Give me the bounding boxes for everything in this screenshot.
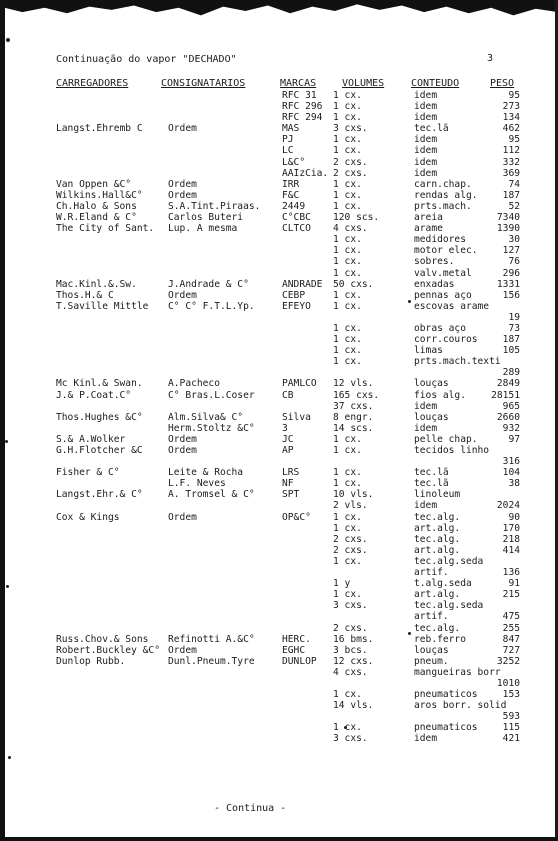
volume-cell: 3 cxs. xyxy=(333,123,368,135)
marca-cell: JC xyxy=(282,433,294,445)
peso-cell: 215 xyxy=(502,589,520,601)
table-row xyxy=(0,523,558,534)
volume-cell: 37 cxs. xyxy=(333,400,374,412)
carregador-cell: Mc Kinl.& Swan. xyxy=(56,378,143,390)
volume-cell: 1 cx. xyxy=(333,267,362,279)
table-row xyxy=(0,512,558,523)
carregador-cell: T.Saville Mittle xyxy=(56,300,149,312)
consignatario-cell: Alm.Silva& C° xyxy=(168,411,244,423)
consignatario-cell: S.A.Tint.Piraas. xyxy=(168,200,261,212)
table-row xyxy=(0,556,558,567)
consignatario-cell: Ordem xyxy=(168,445,197,456)
table-row xyxy=(0,401,558,412)
volume-cell: 2 cxs. xyxy=(333,156,368,168)
peso-cell: 421 xyxy=(502,733,520,745)
manifest-table xyxy=(0,90,558,745)
peso-cell: 414 xyxy=(502,544,520,556)
carregador-cell: Cox & Kings xyxy=(56,511,120,523)
peso-cell: 187 xyxy=(502,189,520,201)
peso-cell: 475 xyxy=(502,611,520,623)
consignatario-cell: Dunl.Pneum.Tyre xyxy=(168,655,255,667)
peso-cell: 847 xyxy=(502,633,520,645)
volume-cell: 8 engr. xyxy=(333,411,374,423)
peso-cell: 95 xyxy=(508,134,520,146)
conteudo-cell: idem xyxy=(414,145,438,157)
peso-cell: 218 xyxy=(502,533,520,545)
table-row xyxy=(0,645,558,656)
marca-cell: MAS xyxy=(282,123,300,135)
volume-cell: 1 cx. xyxy=(333,478,362,490)
conteudo-cell: art.alg. xyxy=(414,522,461,534)
marca-cell: IRR xyxy=(282,178,300,190)
conteudo-cell: tec.alg. xyxy=(414,533,461,545)
table-row xyxy=(0,367,558,378)
volume-cell: 1 cx. xyxy=(333,322,362,334)
table-row xyxy=(0,123,558,134)
table-row xyxy=(0,434,558,445)
torn-paper-edge xyxy=(0,0,558,22)
table-row xyxy=(0,656,558,667)
marca-cell: L&C° xyxy=(282,156,306,168)
conteudo-cell: pennas aço xyxy=(414,289,472,301)
peso-cell: 2849 xyxy=(496,378,520,390)
conteudo-cell: idem xyxy=(414,90,438,101)
marca-cell: PAMLCO xyxy=(282,378,317,390)
peso-cell: 95 xyxy=(508,90,520,101)
table-row xyxy=(0,323,558,334)
table-row xyxy=(0,700,558,711)
volume-cell: 1 cx. xyxy=(333,134,362,146)
conteudo-cell: idem xyxy=(414,733,438,745)
volume-cell: 1 cx. xyxy=(333,178,362,190)
table-row xyxy=(0,101,558,112)
carregador-cell: Dunlop Rubb. xyxy=(56,655,126,667)
volume-cell: 1 y xyxy=(333,578,351,590)
marca-cell: F&C xyxy=(282,189,300,201)
carregador-cell: S.& A.Wolker xyxy=(56,433,126,445)
carregador-cell: Fisher & C° xyxy=(56,467,120,479)
marca-cell: LRS xyxy=(282,467,300,479)
volume-cell: 14 scs. xyxy=(333,422,374,434)
marca-cell: EGHC xyxy=(282,644,306,656)
peso-cell: 134 xyxy=(502,112,520,124)
volume-cell: 3 cxs. xyxy=(333,600,368,612)
conteudo-cell: idem xyxy=(414,400,438,412)
consignatario-cell: Ordem xyxy=(168,644,197,656)
volume-cell: 1 cx. xyxy=(333,722,362,734)
table-row xyxy=(0,478,558,489)
conteudo-cell: mangueiras borr xyxy=(414,666,501,678)
table-row xyxy=(0,689,558,700)
volume-cell: 3 bcs. xyxy=(333,644,368,656)
peso-cell: 932 xyxy=(502,422,520,434)
peso-cell: 104 xyxy=(502,467,520,479)
volume-cell: 4 cxs. xyxy=(333,223,368,235)
volume-cell: 1 cx. xyxy=(333,467,362,479)
carregador-cell: Van Oppen &C° xyxy=(56,178,132,190)
volume-cell: 1 cx. xyxy=(333,589,362,601)
table-row xyxy=(0,245,558,256)
volume-cell: 2 vls. xyxy=(333,500,368,512)
volume-cell: 3 cxs. xyxy=(333,733,368,745)
table-row xyxy=(0,190,558,201)
peso-cell: 289 xyxy=(502,367,520,379)
marca-cell: EFEYO xyxy=(282,300,311,312)
volume-cell: 1 cx. xyxy=(333,289,362,301)
marca-cell: CLTCO xyxy=(282,223,311,235)
table-row xyxy=(0,390,558,401)
table-row xyxy=(0,345,558,356)
table-row xyxy=(0,489,558,500)
table-row xyxy=(0,290,558,301)
consignatario-cell: A. Tromsel & C° xyxy=(168,489,255,501)
table-row xyxy=(0,711,558,722)
conteudo-cell: tec.alg.seda xyxy=(414,600,484,612)
marca-cell: OP&C° xyxy=(282,511,311,523)
consignatario-cell: Carlos Buteri xyxy=(168,212,244,224)
column-header-consignatarios: CONSIGNATARIOS xyxy=(161,78,246,89)
carregador-cell: Mac.Kinl.&.Sw. xyxy=(56,278,137,290)
conteudo-cell: tec.alg. xyxy=(414,511,461,523)
peso-cell: 127 xyxy=(502,245,520,257)
page-number: 3 xyxy=(487,53,494,64)
peso-cell: 255 xyxy=(502,622,520,634)
volume-cell: 1 cx. xyxy=(333,433,362,445)
conteudo-cell: pneumaticos xyxy=(414,689,478,701)
marca-cell: SPT xyxy=(282,489,300,501)
peso-cell: 2024 xyxy=(496,500,520,512)
peso-cell: 296 xyxy=(502,267,520,279)
peso-cell: 369 xyxy=(502,167,520,179)
table-row xyxy=(0,611,558,622)
conteudo-cell: obras aço xyxy=(414,322,466,334)
marca-cell: Silva xyxy=(282,411,311,423)
conteudo-cell: idem xyxy=(414,112,438,124)
conteudo-cell: carn.chap. xyxy=(414,178,472,190)
consignatario-cell: L.F. Neves xyxy=(168,478,226,490)
marca-cell: AAIzCia. xyxy=(282,167,329,179)
marca-cell: ANDRADE xyxy=(282,278,323,290)
peso-cell: 187 xyxy=(502,334,520,346)
volume-cell: 16 bms. xyxy=(333,633,374,645)
peso-cell: 112 xyxy=(502,145,520,157)
table-row xyxy=(0,356,558,367)
table-row xyxy=(0,412,558,423)
conteudo-cell: rendas alg. xyxy=(414,189,478,201)
volume-cell: 1 cx. xyxy=(333,445,362,456)
peso-cell: 462 xyxy=(502,123,520,135)
peso-cell: 1331 xyxy=(496,278,520,290)
consignatario-cell: Lup. A mesma xyxy=(168,223,238,235)
volume-cell: 2 cxs. xyxy=(333,544,368,556)
page-heading: Continuação do vapor "DECHADO" xyxy=(56,54,237,65)
conteudo-cell: arame xyxy=(414,223,443,235)
table-row xyxy=(0,90,558,101)
volume-cell: 1 cx. xyxy=(333,234,362,246)
volume-cell: 1 cx. xyxy=(333,555,362,567)
table-row xyxy=(0,212,558,223)
volume-cell: 1 cx. xyxy=(333,522,362,534)
peso-cell: 3252 xyxy=(496,655,520,667)
volume-cell: 4 cxs. xyxy=(333,666,368,678)
conteudo-cell: aros borr. solid xyxy=(414,700,507,712)
peso-cell: 7340 xyxy=(496,212,520,224)
table-row xyxy=(0,334,558,345)
peso-cell: 76 xyxy=(508,256,520,268)
consignatario-cell: Ordem xyxy=(168,511,197,523)
conteudo-cell: medidores xyxy=(414,234,466,246)
marca-cell: PJ xyxy=(282,134,294,146)
table-row xyxy=(0,279,558,290)
table-row xyxy=(0,500,558,511)
consignatario-cell: Ordem xyxy=(168,178,197,190)
conteudo-cell: escovas arame xyxy=(414,300,490,312)
carregador-cell: G.H.Flotcher &C xyxy=(56,445,143,456)
peso-cell: 90 xyxy=(508,511,520,523)
marca-cell: LC xyxy=(282,145,294,157)
marca-cell: AP xyxy=(282,445,294,456)
consignatario-cell: C° C° F.T.L.Yp. xyxy=(168,300,255,312)
table-row xyxy=(0,589,558,600)
peso-cell: 19 xyxy=(508,311,520,323)
conteudo-cell: idem xyxy=(414,134,438,146)
carregador-cell: Thos.H.& C xyxy=(56,289,114,301)
carregador-cell: The City of Sant. xyxy=(56,223,155,235)
conteudo-cell: prts.mach.texti xyxy=(414,356,501,368)
marca-cell: C°CBC xyxy=(282,212,311,224)
consignatario-cell: Ordem xyxy=(168,123,197,135)
column-header-conteudo: CONTEUDO xyxy=(411,78,460,89)
table-row xyxy=(0,634,558,645)
consignatario-cell: Ordem xyxy=(168,189,197,201)
table-row xyxy=(0,378,558,389)
table-row xyxy=(0,145,558,156)
consignatario-cell: A.Pacheco xyxy=(168,378,220,390)
conteudo-cell: louças xyxy=(414,378,449,390)
peso-cell: 273 xyxy=(502,101,520,113)
volume-cell: 1 cx. xyxy=(333,189,362,201)
volume-cell: 1 cx. xyxy=(333,101,362,113)
carregador-cell: Russ.Chov.& Sons xyxy=(56,633,149,645)
marca-cell: HERC. xyxy=(282,633,311,645)
table-row xyxy=(0,678,558,689)
volume-cell: 1 cx. xyxy=(333,689,362,701)
conteudo-cell: motor elec. xyxy=(414,245,478,257)
peso-cell: 1390 xyxy=(496,223,520,235)
peso-cell: 153 xyxy=(502,689,520,701)
conteudo-cell: idem xyxy=(414,500,438,512)
table-row xyxy=(0,623,558,634)
conteudo-cell: pelle chap. xyxy=(414,433,478,445)
volume-cell: 1 cx. xyxy=(333,145,362,157)
conteudo-cell: louças xyxy=(414,644,449,656)
conteudo-cell: tec.lã xyxy=(414,123,449,135)
conteudo-cell: artif. xyxy=(414,567,449,579)
conteudo-cell: tec.alg.seda xyxy=(414,555,484,567)
marca-cell: DUNLOP xyxy=(282,655,317,667)
volume-cell: 50 cxs. xyxy=(333,278,374,290)
table-row xyxy=(0,268,558,279)
conteudo-cell: tec.alg. xyxy=(414,622,461,634)
table-row xyxy=(0,168,558,179)
peso-cell: 156 xyxy=(502,289,520,301)
volume-cell: 10 vls. xyxy=(333,489,374,501)
table-row xyxy=(0,578,558,589)
peso-cell: 965 xyxy=(502,400,520,412)
volume-cell: 14 vls. xyxy=(333,700,374,712)
consignatario-cell: Ordem xyxy=(168,289,197,301)
peso-cell: 74 xyxy=(508,178,520,190)
volume-cell: 1 cx. xyxy=(333,334,362,346)
peso-cell: 30 xyxy=(508,234,520,246)
conteudo-cell: idem xyxy=(414,167,438,179)
carregador-cell: Robert.Buckley &C° xyxy=(56,644,160,656)
table-row xyxy=(0,456,558,467)
peso-cell: 170 xyxy=(502,522,520,534)
conteudo-cell: tec.lã xyxy=(414,478,449,490)
carregador-cell: W.R.Eland & C° xyxy=(56,212,137,224)
table-row xyxy=(0,134,558,145)
volume-cell: 1 cx. xyxy=(333,245,362,257)
marca-cell: RFC 294 xyxy=(282,112,323,124)
consignatario-cell: Herm.Stoltz &C° xyxy=(168,422,255,434)
volume-cell: 1 cx. xyxy=(333,345,362,357)
column-header-marcas: MARCAS xyxy=(280,78,317,89)
table-row xyxy=(0,234,558,245)
conteudo-cell: prts.mach. xyxy=(414,200,472,212)
peso-cell: 727 xyxy=(502,644,520,656)
carregador-cell: J.& P.Coat.C° xyxy=(56,389,132,401)
volume-cell: 1 cx. xyxy=(333,356,362,368)
conteudo-cell: louças xyxy=(414,411,449,423)
peso-cell: 28151 xyxy=(491,389,520,401)
conteudo-cell: idem xyxy=(414,422,438,434)
conteudo-cell: artif. xyxy=(414,611,449,623)
conteudo-cell: t.alg.seda xyxy=(414,578,472,590)
peso-cell: 97 xyxy=(508,433,520,445)
volume-cell: 1 cx. xyxy=(333,300,362,312)
carregador-cell: Langst.Ehremb C xyxy=(56,123,143,135)
table-row xyxy=(0,256,558,267)
marca-cell: NF xyxy=(282,478,294,490)
column-header-carregadores: CARREGADORES xyxy=(56,78,129,89)
volume-cell: 2 cxs. xyxy=(333,533,368,545)
table-row xyxy=(0,423,558,434)
consignatario-cell: Ordem xyxy=(168,433,197,445)
peso-cell: 115 xyxy=(502,722,520,734)
peso-cell: 38 xyxy=(508,478,520,490)
conteudo-cell: pneum. xyxy=(414,655,449,667)
marca-cell: RFC 31 xyxy=(282,90,317,101)
carregador-cell: Langst.Ehr.& C° xyxy=(56,489,143,501)
table-row xyxy=(0,600,558,611)
peso-cell: 136 xyxy=(502,567,520,579)
footer-continua: - Continua - xyxy=(214,803,287,814)
marca-cell: RFC 296 xyxy=(282,101,323,113)
carregador-cell: Thos.Hughes &C° xyxy=(56,411,143,423)
volume-cell: 120 scs. xyxy=(333,212,380,224)
table-row xyxy=(0,157,558,168)
conteudo-cell: idem xyxy=(414,101,438,113)
marca-cell: 2449 xyxy=(282,200,306,212)
conteudo-cell: fios alg. xyxy=(414,389,466,401)
conteudo-cell: art.alg. xyxy=(414,589,461,601)
conteudo-cell: corr.couros xyxy=(414,334,478,346)
conteudo-cell: tec.lã xyxy=(414,467,449,479)
peso-cell: 1010 xyxy=(496,677,520,689)
marca-cell: 3 xyxy=(282,422,288,434)
table-row xyxy=(0,534,558,545)
table-row xyxy=(0,223,558,234)
column-header-peso: PESO xyxy=(490,78,515,89)
peso-cell: 316 xyxy=(502,456,520,468)
scan-border-bottom xyxy=(0,837,558,841)
table-row xyxy=(0,201,558,212)
consignatario-cell: J.Andrade & C° xyxy=(168,278,249,290)
conteudo-cell: reb.ferro xyxy=(414,633,466,645)
consignatario-cell: Leite & Rocha xyxy=(168,467,244,479)
peso-cell: 2660 xyxy=(496,411,520,423)
peso-cell: 73 xyxy=(508,322,520,334)
volume-cell: 1 cx. xyxy=(333,200,362,212)
table-row xyxy=(0,733,558,744)
volume-cell: 165 cxs. xyxy=(333,389,380,401)
conteudo-cell: sobres. xyxy=(414,256,455,268)
table-row xyxy=(0,722,558,733)
table-row xyxy=(0,445,558,456)
marca-cell: CB xyxy=(282,389,294,401)
conteudo-cell: art.alg. xyxy=(414,544,461,556)
volume-cell: 1 cx. xyxy=(333,112,362,124)
conteudo-cell: enxadas xyxy=(414,278,455,290)
table-row xyxy=(0,312,558,323)
conteudo-cell: idem xyxy=(414,156,438,168)
carregador-cell: Wilkins.Hall&C° xyxy=(56,189,143,201)
conteudo-cell: tecidos linho xyxy=(414,445,490,456)
volume-cell: 1 cx. xyxy=(333,90,362,101)
peso-cell: 91 xyxy=(508,578,520,590)
conteudo-cell: pneumaticos xyxy=(414,722,478,734)
volume-cell: 1 cx. xyxy=(333,256,362,268)
conteudo-cell: valv.metal xyxy=(414,267,472,279)
peso-cell: 593 xyxy=(502,711,520,723)
column-header-volumes: VOLUMES xyxy=(342,78,385,89)
volume-cell: 1 cx. xyxy=(333,511,362,523)
conteudo-cell: linoleum xyxy=(414,489,461,501)
peso-cell: 105 xyxy=(502,345,520,357)
volume-cell: 12 cxs. xyxy=(333,655,374,667)
peso-cell: 332 xyxy=(502,156,520,168)
volume-cell: 2 cxs. xyxy=(333,622,368,634)
table-row xyxy=(0,567,558,578)
table-row xyxy=(0,467,558,478)
volume-cell: 2 cxs. xyxy=(333,167,368,179)
peso-cell: 52 xyxy=(508,200,520,212)
table-row xyxy=(0,112,558,123)
volume-cell: 12 vls. xyxy=(333,378,374,390)
table-row xyxy=(0,545,558,556)
marca-cell: CEBP xyxy=(282,289,306,301)
table-row xyxy=(0,301,558,312)
carregador-cell: Ch.Halo & Sons xyxy=(56,200,137,212)
conteudo-cell: areia xyxy=(414,212,443,224)
table-row xyxy=(0,179,558,190)
consignatario-cell: Refinotti A.&C° xyxy=(168,633,255,645)
conteudo-cell: limas xyxy=(414,345,443,357)
table-row xyxy=(0,667,558,678)
consignatario-cell: C° Bras.L.Coser xyxy=(168,389,255,401)
